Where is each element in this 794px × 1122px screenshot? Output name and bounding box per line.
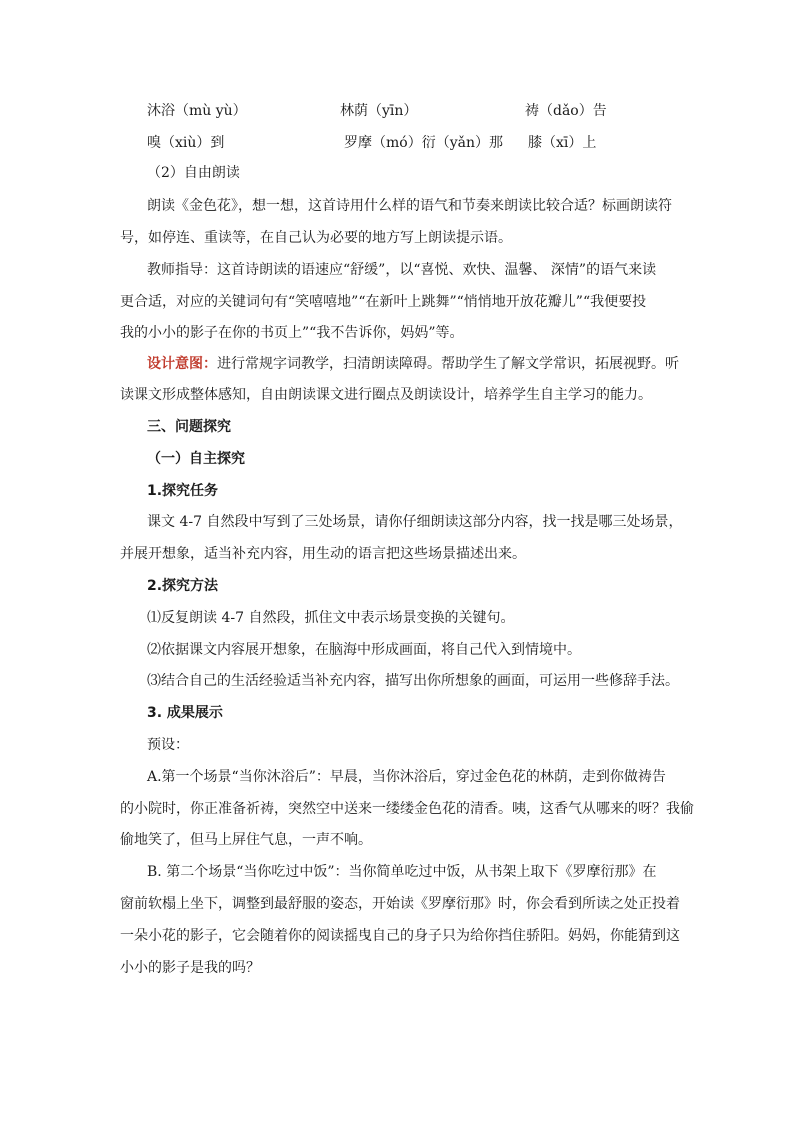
- scene-a-line: 的小院时，你正准备祈祷，突然空中送来一缕缕金色花的清香。咦，这香气从哪来的呀？我偷: [120, 801, 694, 817]
- scene-b-line: 一朵小花的影子，它会随着你的阅读摇曳自己的身子只为给你挡住骄阳。妈妈，你能猜到这: [120, 928, 680, 944]
- scene-b-line: 窗前软榻上坐下，调整到最舒服的姿态，开始读《罗摩衍那》时，你会看到所读之处正投着: [120, 896, 680, 912]
- guide-text-line: 更合适，对应的关键词句有“笑嘻嘻地”“在新叶上跳舞”“悄悄地开放花瓣儿”“我便要投: [120, 294, 647, 310]
- vocab-item: 嗅（xiù）到: [147, 135, 225, 151]
- vocab-item: 膝（xī）上: [528, 135, 597, 151]
- design-intent-label: 设计意图：: [147, 356, 217, 372]
- scene-b-line: 小小的影子是我的吗？: [120, 960, 260, 976]
- vocab-item: 祷（dǎo）告: [525, 103, 607, 119]
- task-text-line: 朗读《金色花》，想一想，这首诗用什么样的语气和节奏来朗读比较合适？标画朗读符: [147, 198, 672, 214]
- result-heading: 3. 成果展示: [147, 705, 223, 721]
- explore-text-line: 课文 4-7 自然段中写到了三处场景，请你仔细朗读这部分内容，找一找是哪三处场景，: [147, 514, 683, 530]
- design-intent-line: [147, 354, 679, 374]
- task-text-line: 号，如停连、重读等，在自己认为必要的地方写上朗读提示语。: [120, 230, 512, 246]
- scene-a-line: A.第一个场景“当你沐浴后”：早晨，当你沐浴后，穿过金色花的林荫，走到你做祷告: [147, 769, 666, 785]
- method-item: ⑴反复朗读 4-7 自然段，抓住文中表示场景变换的关键句。: [147, 610, 515, 626]
- method-item: ⑵依据课文内容展开想象，在脑海中形成画面，将自己代入到情境中。: [147, 642, 581, 658]
- guide-text-line: 教师指导：这首诗朗读的语速应“舒缓”，以“喜悦、欢快、温馨、 深情”的语气来读: [147, 262, 657, 278]
- method-item: ⑶结合自己的生活经验适当补充内容，描写出你所想象的画面，可运用一些修辞手法。: [147, 673, 679, 689]
- section-heading: 三、问题探究: [147, 419, 231, 435]
- method-heading: 2.探究方法: [147, 578, 219, 594]
- vocab-item: 罗摩（mó）衍（yǎn）那: [344, 135, 503, 151]
- design-intent-line: 读课文形成整体感知，自由朗读课文进行圈点及朗读设计，培养学生自主学习的能力。: [120, 387, 652, 403]
- design-intent-text: 进行常规字词教学，扫清朗读障碍。帮助学生了解文学常识，拓展视野。听: [217, 356, 679, 372]
- guide-text-line: 我的小小的影子在你的书页上”“我不告诉你，妈妈”等。: [120, 325, 464, 341]
- free-reading-heading: （2）自由朗读: [147, 165, 240, 181]
- task-heading: 1.探究任务: [147, 483, 219, 499]
- subsection-heading: （一）自主探究: [147, 451, 245, 467]
- explore-text-line: 并展开想象，适当补充内容，用生动的语言把这些场景描述出来。: [120, 546, 526, 562]
- vocab-item: 林荫（yīn）: [340, 103, 418, 119]
- preset-label: 预设：: [147, 737, 189, 753]
- vocab-item: 沐浴（mù yù）: [147, 103, 247, 119]
- scene-a-line: 偷地笑了，但马上屏住气息，一声不响。: [120, 832, 372, 848]
- scene-b-line: B. 第二个场景“当你吃过中饭”：当你简单吃过中饭，从书架上取下《罗摩衍那》在: [147, 864, 657, 880]
